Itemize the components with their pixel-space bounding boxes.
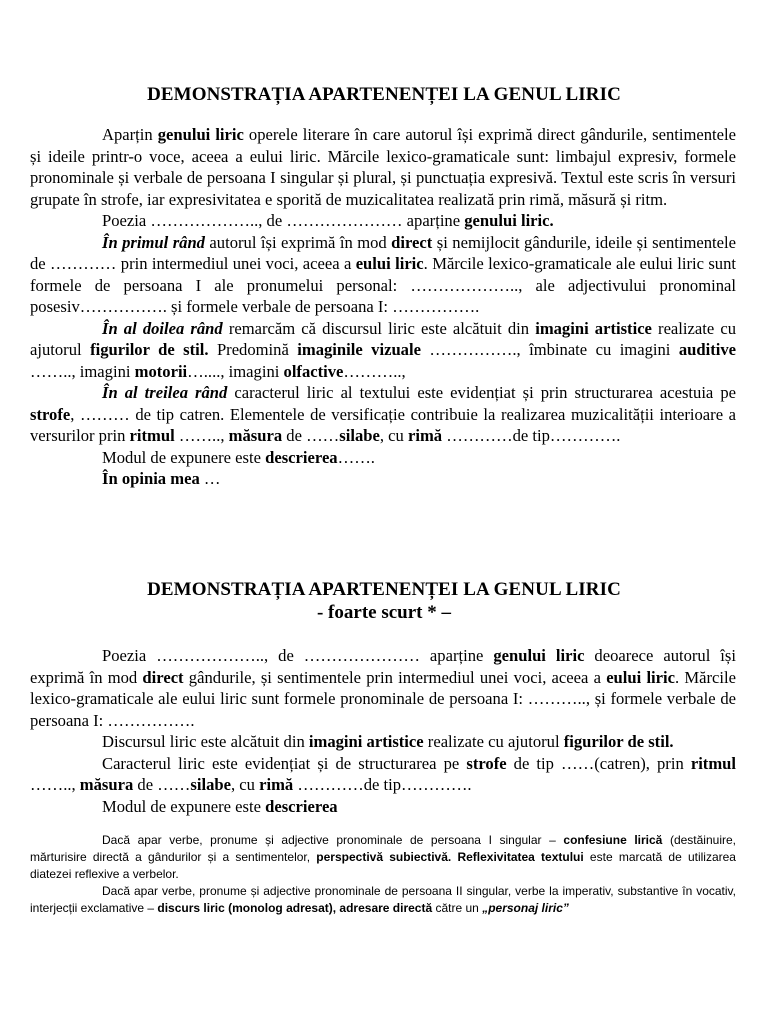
section-2-body xyxy=(30,645,736,817)
first-point-paragraph: În primul rând autorul își exprimă în mod direct și nemijlocit gândurile, ideile și sentimentele de ………… prin intermediul unei voci, aceea a eului liric. Mărcile lexico-gramaticale ale eului liric sunt formele de persoana I ale pronumelui personal: ……………….., ale adjectivului pronominal posesiv……………. și formele verbale de persoana I: ……………. xyxy=(30,232,736,316)
second-point-paragraph: În al doilea rând remarcăm că discursul liric este alcătuit din imagini artistice realizate cu ajutorul figurilor de stil. Predomină imaginile vizuale ……………., îmbinate cu imagini auditive …….., imagini motorii…...., imagini olfactive……….., xyxy=(30,318,737,381)
short-intro-paragraph: Poezia ……………….., de ………………… aparține genului liric deoarece autorul își exprimă în mod direct gândurile, și sentimentele prin intermediul unei voci, aceea a eului liric. Mărcile lexico-gramaticale ale eului liric sunt formele pronominale de persoana I: ……….., și formele verbale de persoana I: ……………. xyxy=(30,646,736,730)
third-point-paragraph: În al treilea rând caracterul liric al textului este evidențiat și prin structurarea acestuia pe strofe, ……… de tip catren. Elementele de versificație contribuie la realizarea muzicalității interioare a versurilor prin ritmul …….., măsura de ……silabe, cu rimă …………de tip…………. xyxy=(30,383,737,445)
intro-paragraph: Aparțin genului liric operele literare în care autorul își exprimă direct gândurile, sentimentele și ideile printr-o voce, aceea a eului liric. Mărcile lexico-gramaticale sunt: limbajul expresiv, formele pronominale și verbale de persoana I singular și plural, și punctuația expresivă. Textul este scris în versuri grupate în strofe, iar expresivitatea e sporită de muzicalitatea realizată prin rimă, măsură și ritm. xyxy=(30,125,737,209)
short-discourse-paragraph: Discursul liric este alcătuit din imagini artistice realizate cu ajutorul figurilor de stil. xyxy=(102,732,674,751)
section-1-body xyxy=(30,124,736,490)
section-title-2: DEMONSTRAȚIA APARTENENȚEI LA GENUL LIRIC xyxy=(147,579,621,600)
poem-paragraph: Poezia ……………….., de ………………… aparține genului liric. xyxy=(102,211,554,230)
section-title: DEMONSTRAȚIA APARTENENȚEI LA GENUL LIRIC xyxy=(147,84,621,105)
short-exposition-paragraph: Modul de expunere este descrierea xyxy=(102,796,338,816)
note-first-person: Dacă apar verbe, pronume și adjective pronominale de persoana I singular – confesiune lirică (destăinuire, mărturisire directă a gândurilor și a sentimentelor, perspectivă subiectivă. Reflexivitatea textului este marcată de utilizarea diatezei reflexive a verbelor. xyxy=(30,833,736,881)
opinion-paragraph: În opinia mea … xyxy=(102,469,221,488)
note-second-person: Dacă apar verbe, pronume și adjective pronominale de persoana II singular, verbe la imperativ, substantive în vocativ, interjecții exclamative – discurs liric (monolog adresat), adresare directă către un „personaj liric” xyxy=(30,884,736,915)
short-structure-paragraph: Caracterul liric este evidențiat și de structurarea pe strofe de tip ……(catren), prin ritmul …….., măsura de ……silabe, cu rimă …………de tip…………. xyxy=(30,753,736,794)
section-subtitle: - foarte scurt * – xyxy=(316,602,451,623)
notes-section xyxy=(30,832,736,917)
exposition-paragraph: Modul de expunere este descrierea……. xyxy=(102,447,375,467)
